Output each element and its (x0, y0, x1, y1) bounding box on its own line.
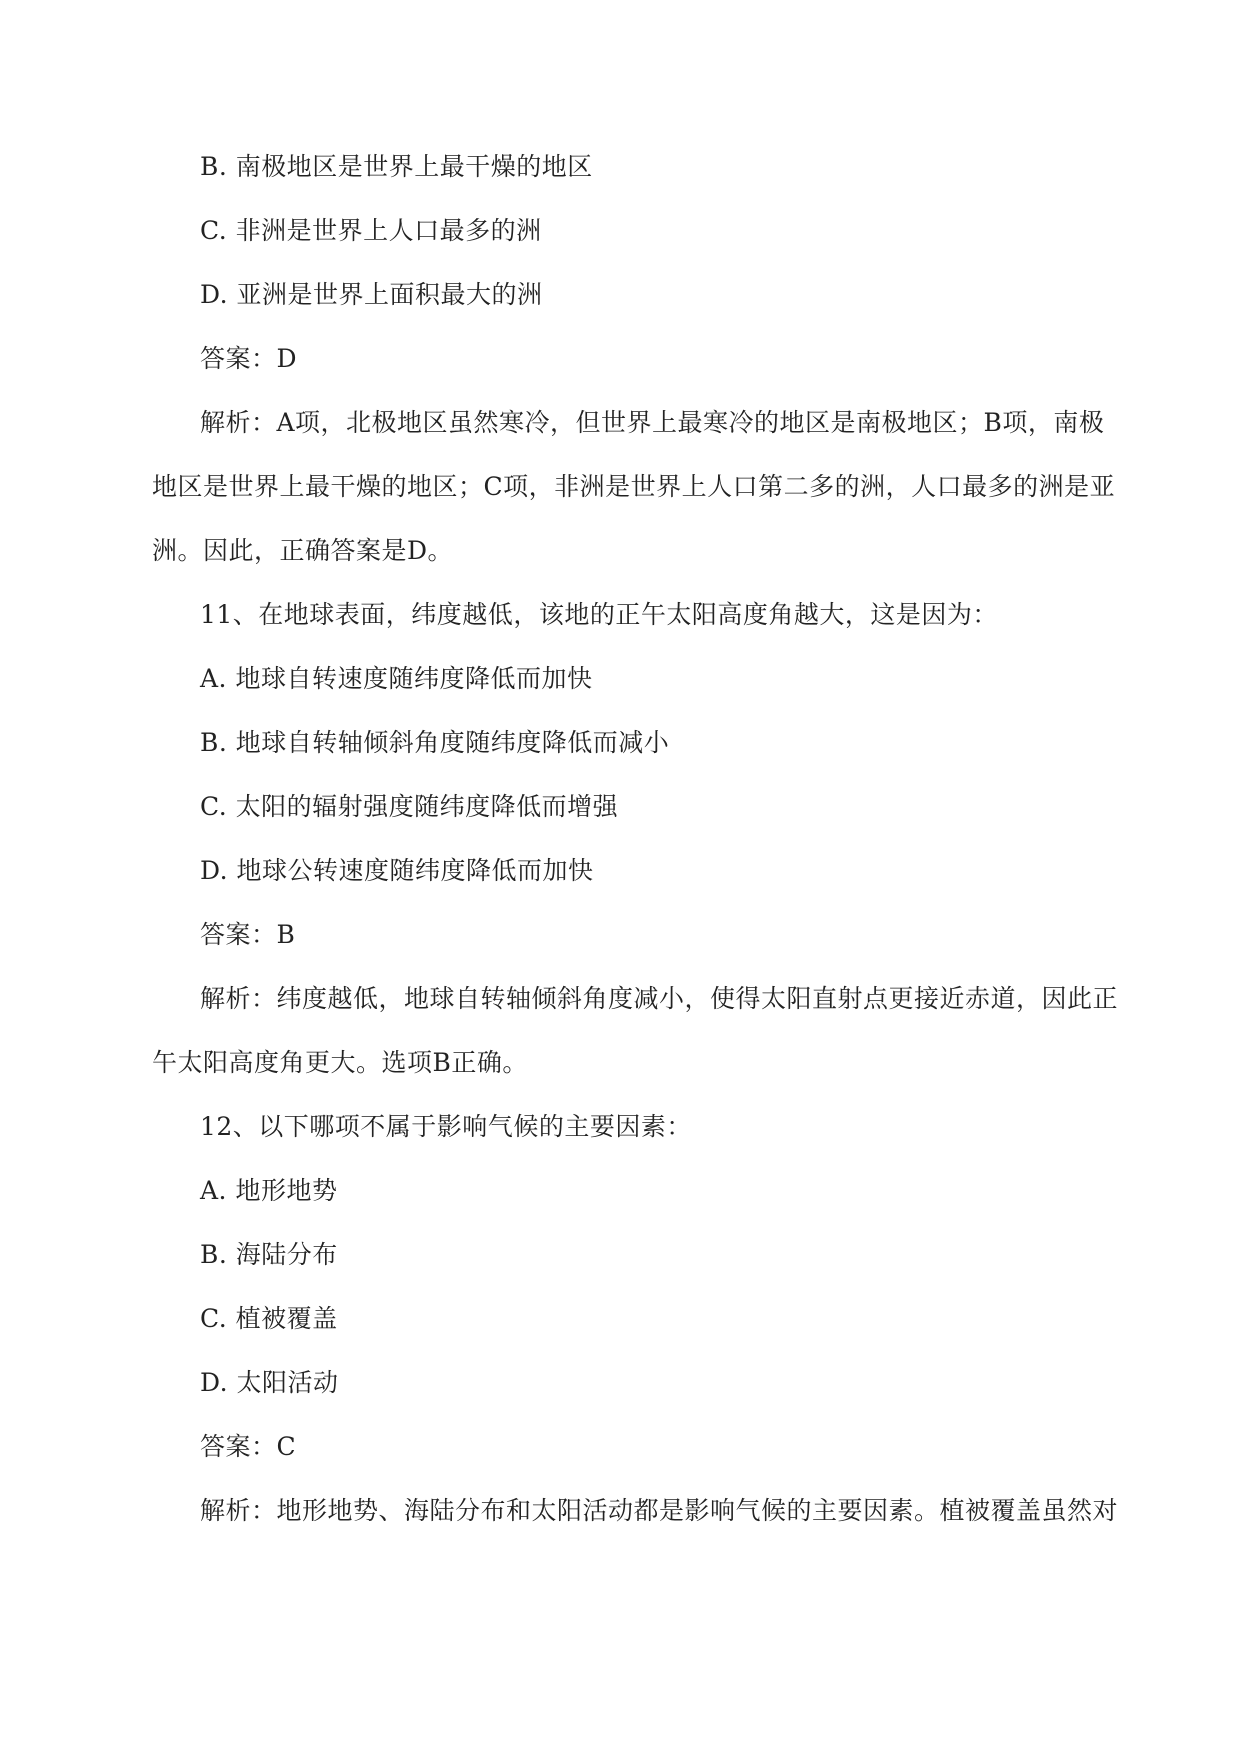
option-c-q11: C. 太阳的辐射强度随纬度降低而增强 (200, 792, 619, 821)
explanation-q10-line-2: 地区是世界上最干燥的地区；C项，非洲是世界上人口第二多的洲，人口最多的洲是亚 (152, 472, 1116, 501)
option-c-q10: C. 非洲是世界上人口最多的洲 (200, 216, 542, 245)
question-11: 11、在地球表面，纬度越低，该地的正午太阳高度角越大，这是因为： (200, 600, 998, 629)
option-d-q11: D. 地球公转速度随纬度降低而加快 (200, 856, 594, 885)
answer-q12: 答案：C (200, 1432, 297, 1461)
option-b-q12: B. 海陆分布 (200, 1240, 338, 1269)
explanation-q11-line-2: 午太阳高度角更大。选项B正确。 (152, 1048, 528, 1077)
question-12: 12、以下哪项不属于影响气候的主要因素： (200, 1112, 692, 1141)
explanation-q10-line-1: 解析：A项，北极地区虽然寒冷，但世界上最寒冷的地区是南极地区；B项，南极 (200, 408, 1105, 437)
answer-q11: 答案：B (200, 920, 296, 949)
explanation-q12-line-1: 解析：地形地势、海陆分布和太阳活动都是影响气候的主要因素。植被覆盖虽然对 (200, 1496, 1119, 1525)
option-d-q12: D. 太阳活动 (200, 1368, 339, 1397)
explanation-q11-line-1: 解析：纬度越低，地球自转轴倾斜角度减小，使得太阳直射点更接近赤道，因此正 (200, 984, 1119, 1013)
option-b-q10: B. 南极地区是世界上最干燥的地区 (200, 152, 593, 181)
option-a-q12: A. 地形地势 (200, 1176, 338, 1205)
option-a-q11: A. 地球自转速度随纬度降低而加快 (200, 664, 593, 693)
explanation-q10-line-3: 洲。因此，正确答案是D。 (152, 536, 454, 565)
answer-q10: 答案：D (200, 344, 298, 373)
option-d-q10: D. 亚洲是世界上面积最大的洲 (200, 280, 543, 309)
option-c-q12: C. 植被覆盖 (200, 1304, 338, 1333)
option-b-q11: B. 地球自转轴倾斜角度随纬度降低而减小 (200, 728, 670, 757)
